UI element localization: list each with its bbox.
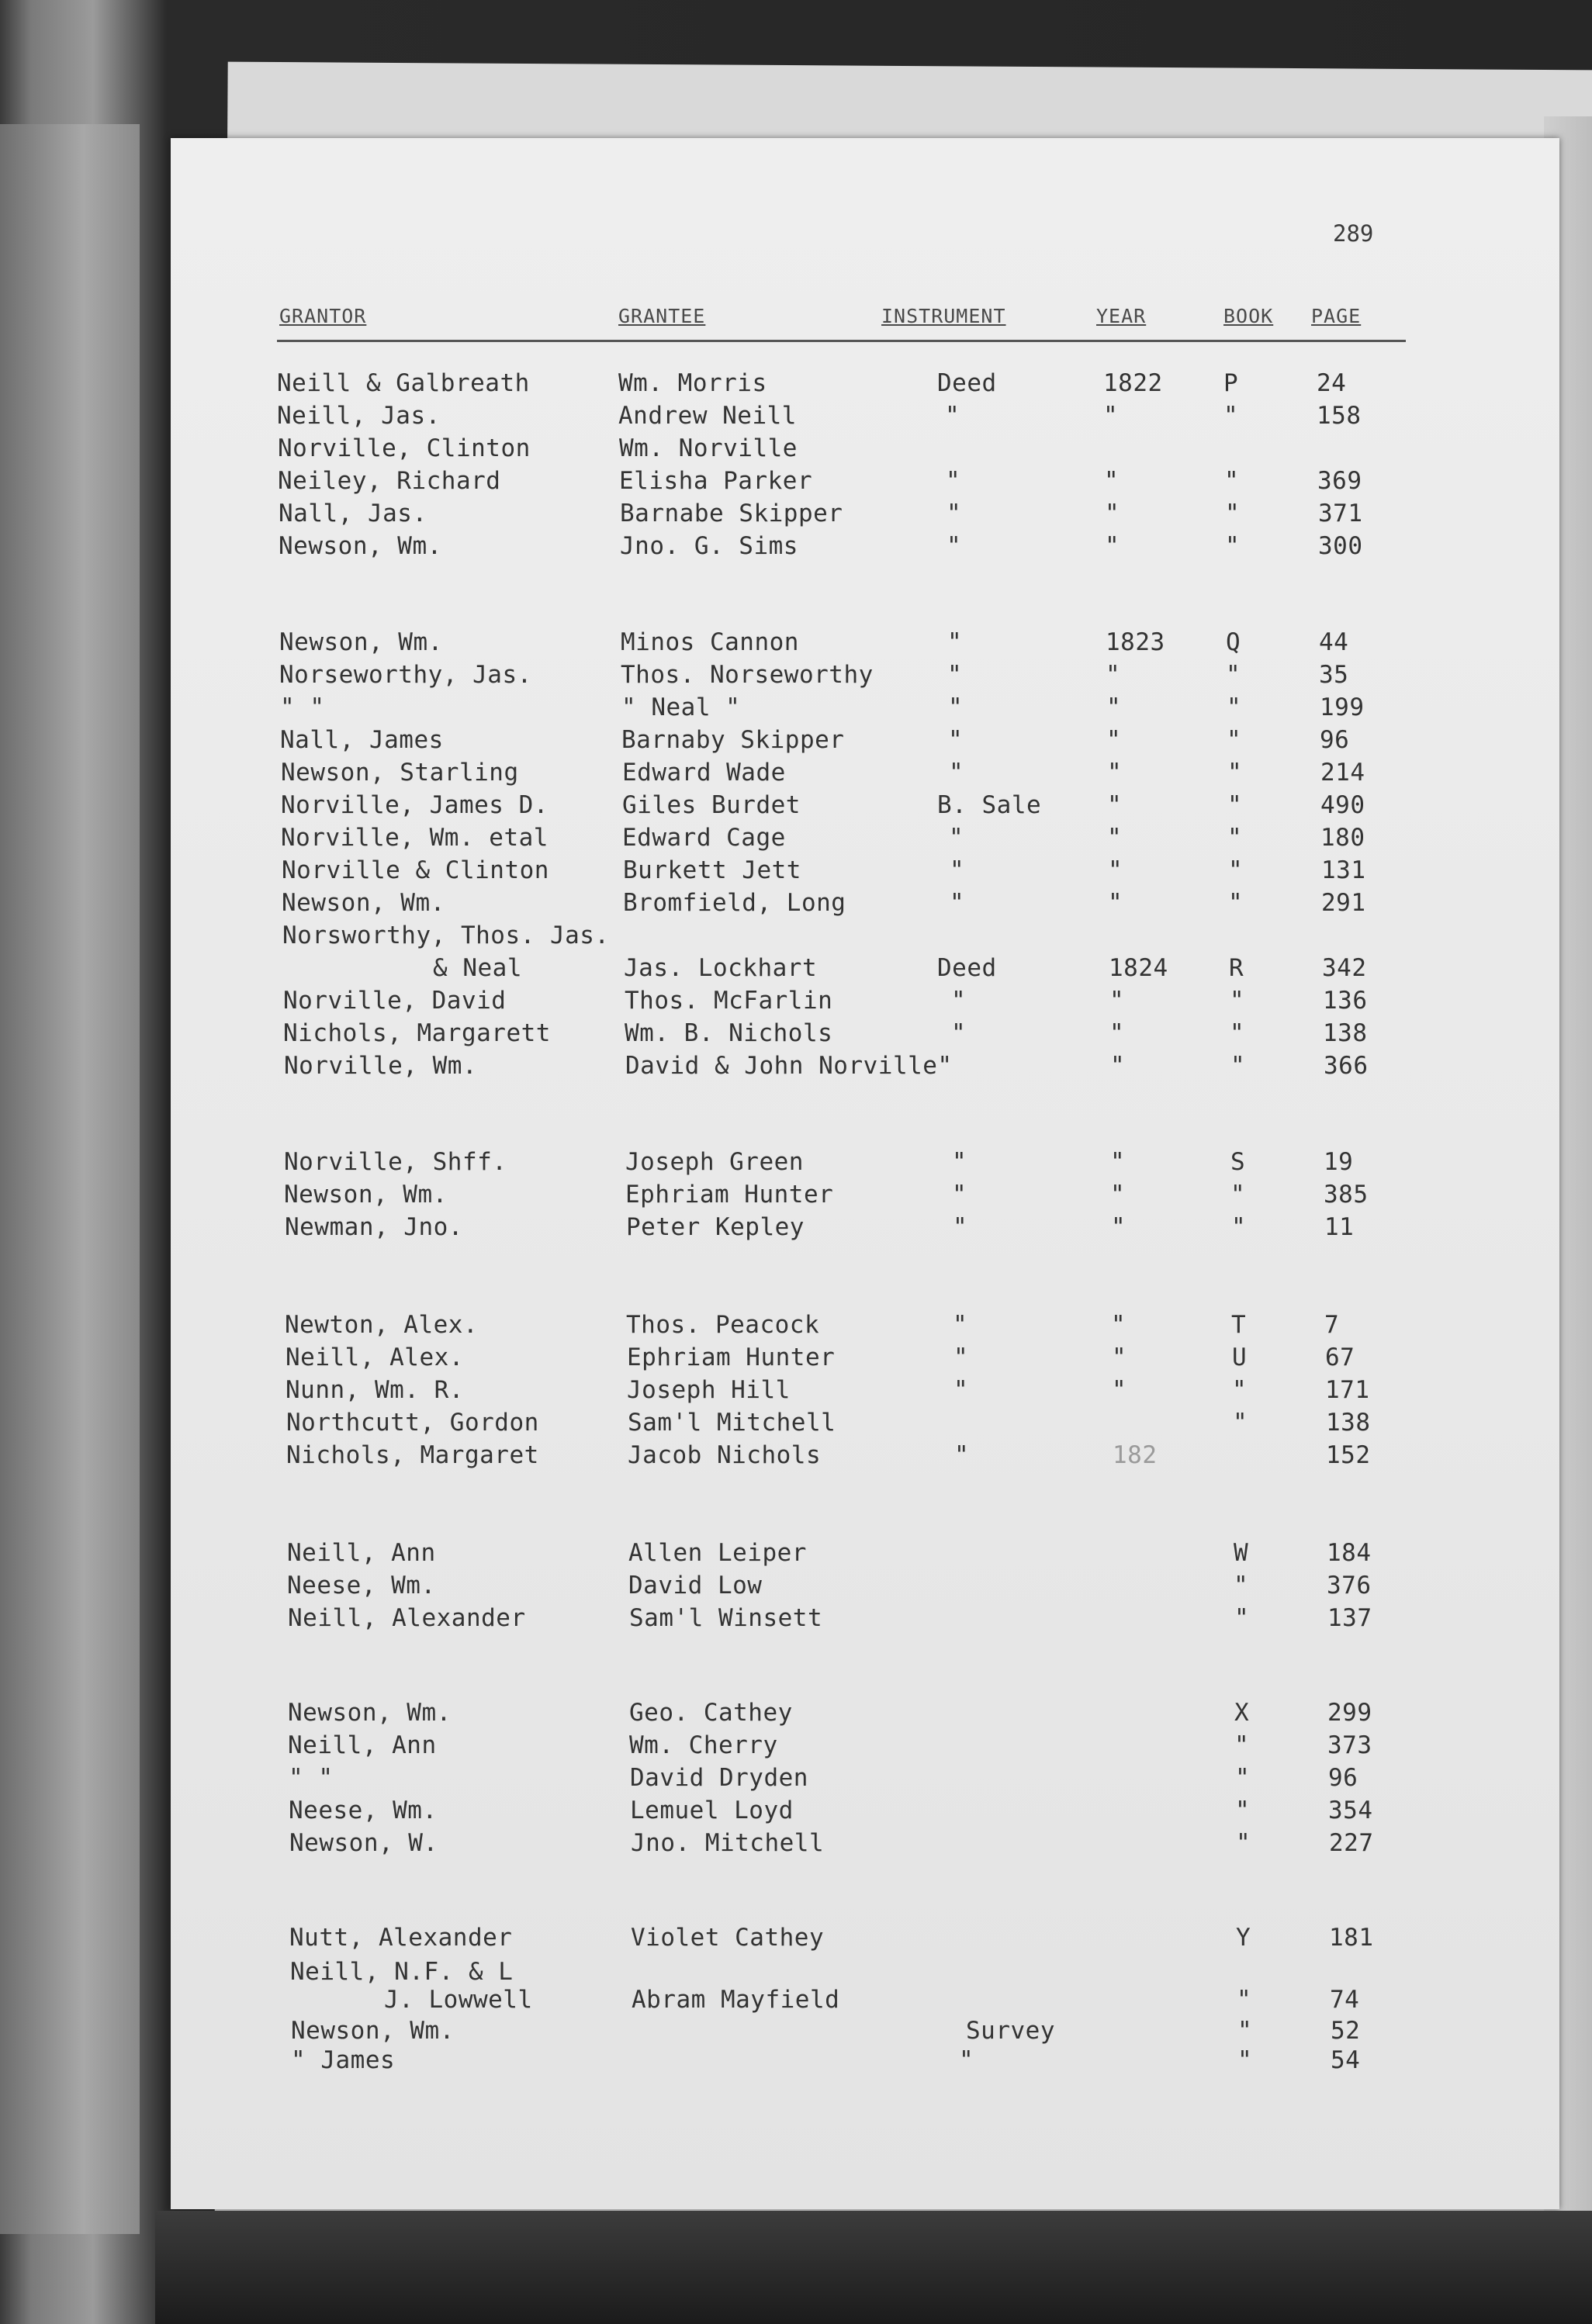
instrument-cell: " xyxy=(954,1441,970,1469)
book-cell: " xyxy=(1230,1019,1245,1047)
page-cell: 136 xyxy=(1323,987,1368,1015)
grantor-cell: Neill & Galbreath xyxy=(277,369,530,397)
book-cell: Y xyxy=(1236,1924,1251,1952)
book-cell: " xyxy=(1237,2046,1253,2074)
grantor-cell: Newson, Wm. xyxy=(279,628,443,656)
year-cell: " xyxy=(1111,1311,1127,1339)
year-cell: 1822 xyxy=(1103,369,1163,397)
book-cell: " xyxy=(1236,1829,1251,1857)
grantor-cell: Nall, James xyxy=(280,726,444,754)
book-cell: W xyxy=(1234,1539,1249,1567)
page-cell: 44 xyxy=(1319,628,1349,656)
year-cell: " xyxy=(1108,889,1123,917)
instrument-cell: " xyxy=(947,628,963,656)
grantee-cell: Jacob Nichols xyxy=(628,1441,822,1469)
grantor-cell: Norville & Clinton xyxy=(282,856,549,884)
page-cell: 74 xyxy=(1330,1986,1360,2014)
year-cell: " xyxy=(1110,1052,1126,1080)
book-cell: " xyxy=(1234,1572,1249,1599)
grantor-cell: Nichols, Margarett xyxy=(283,1019,551,1047)
page-cell: 373 xyxy=(1327,1731,1372,1759)
grantor-cell: Norville, Shff. xyxy=(284,1148,507,1176)
book-cell: " xyxy=(1227,693,1242,721)
grantor-cell: Neese, Wm. xyxy=(289,1797,438,1824)
header-rule xyxy=(277,340,1406,342)
page-cell: 131 xyxy=(1321,856,1366,884)
grantor-cell: Norville, Clinton xyxy=(278,434,531,462)
page-cell: 180 xyxy=(1320,824,1365,852)
instrument-cell: " xyxy=(948,693,964,721)
grantee-cell: Wm. Norville xyxy=(619,434,798,462)
grantee-cell: Thos. McFarlin xyxy=(625,987,833,1015)
grantee-cell: Elisha Parker xyxy=(619,467,813,495)
grantee-cell: Peter Kepley xyxy=(626,1213,805,1241)
grantor-cell: Norsworthy, Thos. Jas. xyxy=(282,922,610,949)
page-cell: 376 xyxy=(1327,1572,1372,1599)
year-cell: " xyxy=(1109,1019,1125,1047)
page-cell: 385 xyxy=(1324,1181,1369,1209)
instrument-cell: Deed xyxy=(937,369,997,397)
grantee-cell: Wm. Cherry xyxy=(629,1731,778,1759)
book-cell: " xyxy=(1227,791,1243,819)
book-cell: " xyxy=(1228,856,1244,884)
year-cell: " xyxy=(1109,987,1125,1015)
year-cell: " xyxy=(1112,1376,1127,1404)
header-year: YEAR xyxy=(1096,305,1147,327)
grantor-cell: Nunn, Wm. R. xyxy=(286,1376,464,1404)
grantor-cell: Neill, Alex. xyxy=(286,1344,464,1371)
book-cell: " xyxy=(1227,726,1242,754)
page-cell: 152 xyxy=(1326,1441,1371,1469)
grantor-cell: Norville, Wm. etal xyxy=(281,824,549,852)
instrument-cell: " xyxy=(959,2046,974,2074)
page-cell: 181 xyxy=(1329,1924,1374,1952)
grantor-cell: Norville, David xyxy=(283,987,507,1015)
year-cell: " xyxy=(1105,532,1120,560)
grantee-cell: Wm. Morris xyxy=(618,369,767,397)
page-cell: 11 xyxy=(1324,1213,1355,1241)
book-cell: " xyxy=(1235,1797,1251,1824)
grantor-cell: Newson, Wm. xyxy=(284,1181,448,1209)
year-cell: 1824 xyxy=(1109,954,1168,982)
year-cell: " xyxy=(1110,1148,1126,1176)
instrument-cell: Survey xyxy=(966,2017,1055,2045)
grantee-cell: Thos. Norseworthy xyxy=(621,661,874,689)
instrument-cell: " xyxy=(947,532,962,560)
year-cell: " xyxy=(1106,693,1122,721)
page-cell: 171 xyxy=(1325,1376,1370,1404)
page-cell: 19 xyxy=(1324,1148,1354,1176)
book-cell: " xyxy=(1232,1376,1248,1404)
grantee-cell: Joseph Hill xyxy=(627,1376,791,1404)
year-cell: " xyxy=(1108,856,1123,884)
year-cell: " xyxy=(1107,791,1123,819)
instrument-cell: B. Sale xyxy=(937,791,1042,819)
grantor-cell: Neill, Alexander xyxy=(288,1604,526,1632)
instrument-cell: " xyxy=(952,1148,967,1176)
grantor-cell: & Neal xyxy=(433,954,522,982)
page-cell: 138 xyxy=(1323,1019,1368,1047)
grantor-cell: Neill, Ann xyxy=(287,1539,436,1567)
book-cell: " xyxy=(1223,402,1239,430)
grantee-cell: Sam'l Winsett xyxy=(629,1604,823,1632)
grantor-cell: Nutt, Alexander xyxy=(289,1924,513,1952)
book-cell: " xyxy=(1224,467,1240,495)
page-cell: 137 xyxy=(1327,1604,1372,1632)
grantor-cell: " James xyxy=(291,2046,396,2074)
grantee-cell: Joseph Green xyxy=(625,1148,804,1176)
grantee-cell: Thos. Peacock xyxy=(626,1311,820,1339)
year-cell: " xyxy=(1104,467,1120,495)
grantee-cell: Edward Wade xyxy=(622,759,786,787)
grantor-cell: Northcutt, Gordon xyxy=(286,1409,539,1437)
book-cell: " xyxy=(1230,987,1245,1015)
instrument-cell: " xyxy=(951,987,967,1015)
instrument-cell: " xyxy=(945,402,960,430)
header-grantor: GRANTOR xyxy=(279,305,367,327)
grantee-cell: Edward Cage xyxy=(622,824,786,852)
book-cell: " xyxy=(1231,1213,1247,1241)
book-cell: R xyxy=(1229,954,1244,982)
page-cell: 54 xyxy=(1331,2046,1361,2074)
year-cell: " xyxy=(1110,1181,1126,1209)
year-cell: 182 xyxy=(1113,1441,1158,1469)
page-cell: 67 xyxy=(1325,1344,1355,1371)
book-cell: " xyxy=(1227,759,1243,787)
page-cell: 96 xyxy=(1328,1764,1358,1792)
book-cell: " xyxy=(1237,2017,1253,2045)
page-cell: 199 xyxy=(1320,693,1365,721)
year-cell: " xyxy=(1106,661,1121,689)
grantee-cell: Bromfield, Long xyxy=(623,889,846,917)
grantor-cell: Norseworthy, Jas. xyxy=(279,661,532,689)
grantee-cell: Barnaby Skipper xyxy=(621,726,845,754)
instrument-cell: " xyxy=(946,467,961,495)
instrument-cell: " xyxy=(949,824,964,852)
bottom-shadow xyxy=(155,2211,1592,2324)
year-cell: " xyxy=(1111,1213,1127,1241)
grantor-cell: Neill, Ann xyxy=(288,1731,437,1759)
page-cell: 52 xyxy=(1331,2017,1361,2045)
book-cell: " xyxy=(1234,1731,1250,1759)
grantor-cell: Neill, Jas. xyxy=(277,402,441,430)
grantee-cell: " Neal " xyxy=(621,693,741,721)
instrument-cell: " xyxy=(953,1376,969,1404)
page-cell: 291 xyxy=(1321,889,1366,917)
instrument-cell: " xyxy=(950,889,965,917)
instrument-cell: " xyxy=(953,1344,969,1371)
grantor-cell: Nall, Jas. xyxy=(279,500,427,527)
page-cell: 158 xyxy=(1317,402,1362,430)
book-cell: " xyxy=(1230,1052,1246,1080)
grantee-cell: David & John Norville" xyxy=(625,1052,953,1080)
book-cell: T xyxy=(1231,1311,1247,1339)
grantee-cell: Minos Cannon xyxy=(621,628,799,656)
book-cell: " xyxy=(1227,824,1243,852)
page-cell: 227 xyxy=(1329,1829,1374,1857)
instrument-cell: " xyxy=(947,500,962,527)
book-cell: " xyxy=(1233,1409,1248,1437)
grantee-cell: Andrew Neill xyxy=(618,402,797,430)
book-cell: " xyxy=(1228,889,1244,917)
year-cell: " xyxy=(1105,500,1120,527)
book-cell: S xyxy=(1230,1148,1246,1176)
book-cell: " xyxy=(1225,500,1241,527)
instrument-cell: " xyxy=(953,1213,968,1241)
year-cell: " xyxy=(1106,726,1122,754)
page-cell: 35 xyxy=(1319,661,1349,689)
instrument-cell: " xyxy=(952,1181,967,1209)
year-cell: " xyxy=(1107,824,1123,852)
book-cell: " xyxy=(1226,661,1241,689)
book-cell: " xyxy=(1225,532,1241,560)
year-cell: 1823 xyxy=(1106,628,1165,656)
grantor-cell: Newson, Wm. xyxy=(279,532,442,560)
book-cell: X xyxy=(1234,1699,1250,1727)
grantee-cell: David Dryden xyxy=(630,1764,808,1792)
grantor-cell: Neiley, Richard xyxy=(278,467,501,495)
book-cell: P xyxy=(1223,369,1239,397)
grantor-cell: Nichols, Margaret xyxy=(286,1441,539,1469)
grantee-cell: Ephriam Hunter xyxy=(625,1181,834,1209)
grantor-cell: Neill, N.F. & L xyxy=(290,1958,514,1986)
grantee-cell: David Low xyxy=(628,1572,763,1599)
page-cell: 184 xyxy=(1327,1539,1372,1567)
adjacent-page-edge xyxy=(0,124,140,2234)
grantor-cell: " " xyxy=(280,693,325,721)
year-cell: " xyxy=(1112,1344,1127,1371)
page-cell: 366 xyxy=(1324,1052,1369,1080)
book-cell: " xyxy=(1237,1986,1252,2014)
grantee-cell: Violet Cathey xyxy=(631,1924,825,1952)
instrument-cell: " xyxy=(953,1311,968,1339)
grantor-cell: Newson, Wm. xyxy=(282,889,445,917)
page-cell: 354 xyxy=(1328,1797,1373,1824)
header-book: BOOK xyxy=(1223,305,1274,327)
grantee-cell: Barnabe Skipper xyxy=(620,500,843,527)
grantor-cell: Newson, W. xyxy=(289,1829,438,1857)
page-cell: 300 xyxy=(1318,532,1363,560)
book-cell: " xyxy=(1235,1764,1251,1792)
book-cell: Q xyxy=(1226,628,1241,656)
page-cell: 299 xyxy=(1327,1699,1372,1727)
year-cell: " xyxy=(1103,402,1119,430)
grantor-cell: Newson, Starling xyxy=(281,759,519,787)
year-cell: " xyxy=(1107,759,1123,787)
grantor-cell: Norville, James D. xyxy=(281,791,549,819)
grantee-cell: Sam'l Mitchell xyxy=(628,1409,836,1437)
header-instrument: INSTRUMENT xyxy=(881,305,1006,327)
header-grantee: GRANTEE xyxy=(618,305,706,327)
instrument-cell: " xyxy=(949,759,964,787)
page-cell: 7 xyxy=(1324,1311,1340,1339)
grantor-cell: " " xyxy=(289,1764,334,1792)
grantee-cell: Abram Mayfield xyxy=(632,1986,840,2014)
grantee-cell: Giles Burdet xyxy=(622,791,801,819)
grantor-cell: Newman, Jno. xyxy=(285,1213,463,1241)
grantor-cell: Norville, Wm. xyxy=(284,1052,478,1080)
grantee-cell: Jno. G. Sims xyxy=(620,532,798,560)
instrument-cell: " xyxy=(948,726,964,754)
grantor-cell: Newton, Alex. xyxy=(285,1311,479,1339)
grantor-cell: Newson, Wm. xyxy=(291,2017,455,2045)
grantee-cell: Jas. Lockhart xyxy=(624,954,818,982)
header-page: PAGE xyxy=(1311,305,1362,327)
grantee-cell: Allen Leiper xyxy=(628,1539,807,1567)
instrument-cell: " xyxy=(947,661,963,689)
instrument-cell: " xyxy=(950,856,965,884)
page-cell: 490 xyxy=(1320,791,1365,819)
page-cell: 214 xyxy=(1320,759,1365,787)
book-cell: " xyxy=(1230,1181,1246,1209)
page-cell: 24 xyxy=(1317,369,1347,397)
instrument-cell: " xyxy=(951,1019,967,1047)
instrument-cell: Deed xyxy=(937,954,997,982)
grantee-cell: Burkett Jett xyxy=(623,856,801,884)
grantee-cell: Ephriam Hunter xyxy=(627,1344,836,1371)
grantor-cell: Newson, Wm. xyxy=(288,1699,452,1727)
book-cell: " xyxy=(1234,1604,1250,1632)
grantor-cell: Neese, Wm. xyxy=(287,1572,436,1599)
grantor-cell: J. Lowwell xyxy=(384,1986,533,2014)
book-cell: U xyxy=(1232,1344,1248,1371)
page-cell: 138 xyxy=(1326,1409,1371,1437)
grantee-cell: Lemuel Loyd xyxy=(630,1797,794,1824)
page-number: 289 xyxy=(1333,220,1374,247)
grantee-cell: Wm. B. Nichols xyxy=(625,1019,833,1047)
grantee-cell: Geo. Cathey xyxy=(629,1699,793,1727)
page-cell: 96 xyxy=(1320,726,1350,754)
grantee-cell: Jno. Mitchell xyxy=(631,1829,825,1857)
page-cell: 371 xyxy=(1318,500,1363,527)
page-cell: 369 xyxy=(1317,467,1362,495)
page-cell: 342 xyxy=(1322,954,1367,982)
